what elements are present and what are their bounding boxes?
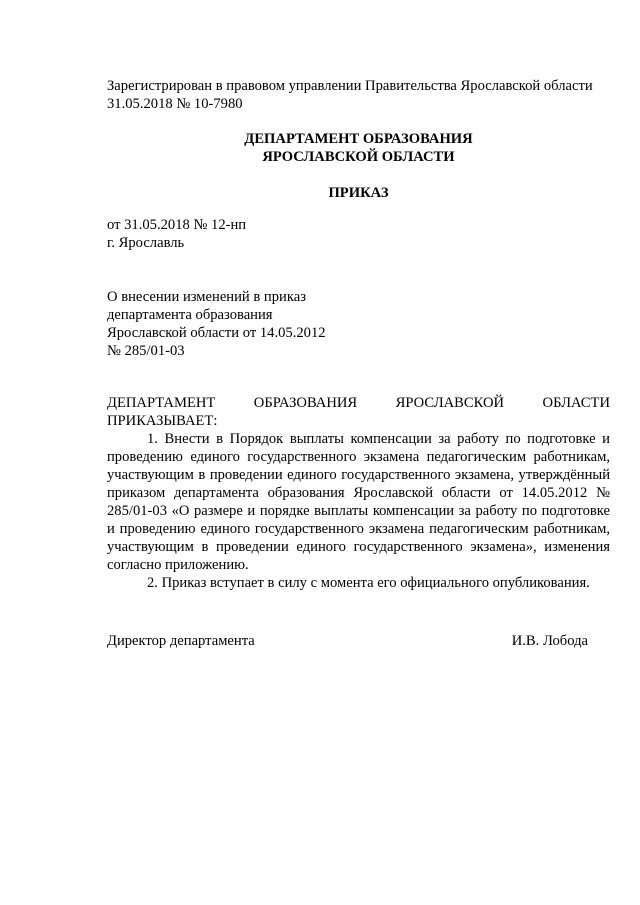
order-body [107,394,610,592]
organization-title [107,130,610,166]
signature-block [107,632,588,650]
preamble-word: ДЕПАРТАМЕНТ [107,395,216,411]
order-meta [107,216,610,252]
order-date-number: от 31.05.2018 № 12-нп [107,217,247,233]
organization-title-line2: ЯРОСЛАВСКОЙ ОБЛАСТИ [262,149,455,165]
subject-line4: № 285/01-03 [107,343,185,359]
order-city: г. Ярославль [107,235,185,251]
paragraph-1: 1. Внести в Порядок выплаты компенсации за работу по подготовке и проведению единого государственного экзамена педагогическим работникам, участвующим в проведении единого государственного экзамена, утверждённый приказом департамента образования Ярославской области от 14.05.2012 № 285/01-03 «О размере и порядке выплаты компенсации за работу по подготовке и проведению единого государственного экзамена педагогическим работникам, участвующим в проведении единого государственного экзамена», изменения согласно приложению. [107,431,610,573]
preamble-line [107,394,610,412]
organization-title-line1: ДЕПАРТАМЕНТ ОБРАЗОВАНИЯ [244,131,473,147]
signatory-position: Директор департамента [107,633,255,649]
preamble-end: ПРИКАЗЫВАЕТ: [107,413,218,429]
registration-date-number: 31.05.2018 № 10-7980 [107,96,243,112]
subject-line1: О внесении изменений в приказ [107,289,306,305]
order-subject [107,288,367,360]
registration-line: Зарегистрирован в правовом управлении Правительства Ярославской области [107,78,593,94]
document-type: ПРИКАЗ [328,185,389,201]
preamble-word: ЯРОСЛАВСКОЙ [395,395,505,411]
registration-note [107,77,610,113]
subject-line2: департамента образования [107,307,273,323]
preamble-word: ОБРАЗОВАНИЯ [253,395,358,411]
paragraph-2: 2. Приказ вступает в силу с момента его официального опубликования. [147,575,590,591]
subject-line3: Ярославской области от 14.05.2012 [107,325,326,341]
signatory-name: И.В. Лобода [511,633,588,649]
preamble-word: ОБЛАСТИ [542,395,610,411]
